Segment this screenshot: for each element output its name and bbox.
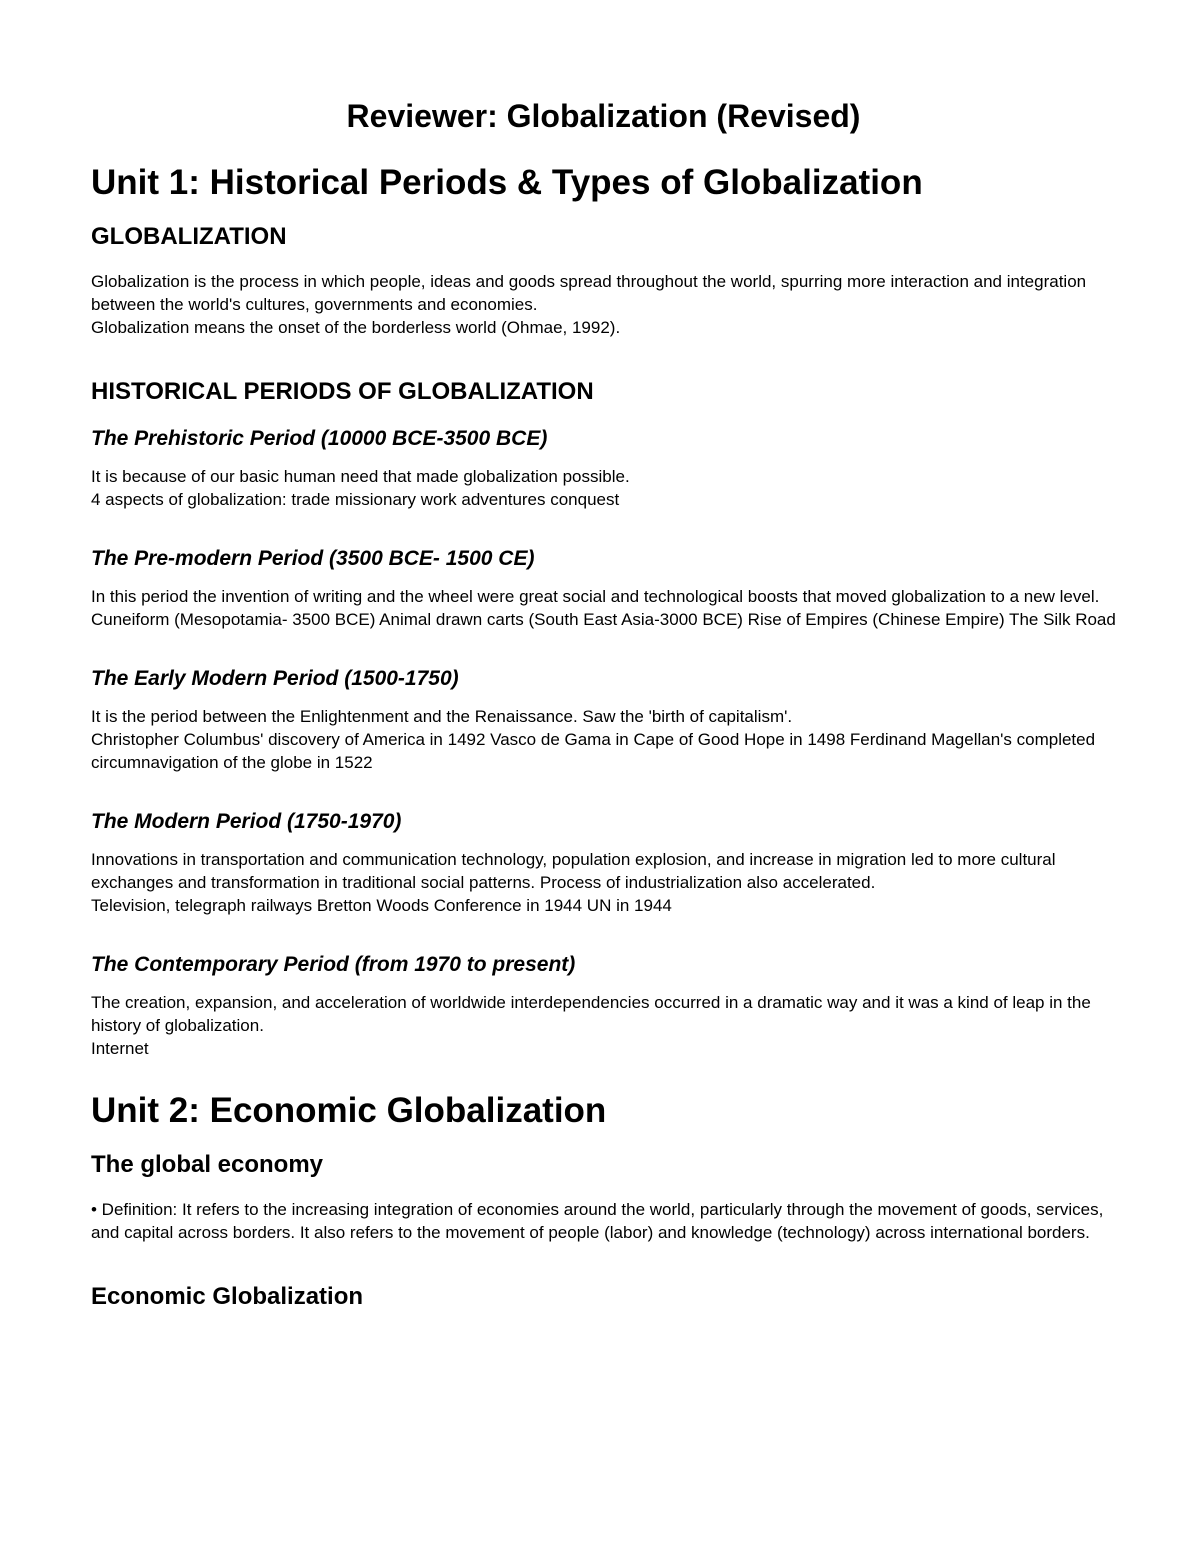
section-heading-economic-globalization: Economic Globalization [91,1283,364,1310]
global-economy-definition [91,1198,1116,1244]
period-heading-modern: The Modern Period (1750-1970) [91,810,402,833]
paragraph: Innovations in transportation and communication technology, population explosion, and increase in migration led to more cultural exchanges and transformation in traditional social patterns. Process of industrialization also accelerated. [91,850,1056,892]
period-heading-prehistoric: The Prehistoric Period (10000 BCE-3500 BCE) [91,427,548,450]
period-body-contemporary [91,991,1116,1060]
paragraph: It is the period between the Enlightenment and the Renaissance. Saw the 'birth of capitalism'. [91,707,793,726]
section-heading-global-economy: The global economy [91,1151,324,1178]
paragraph: • Definition: It refers to the increasing integration of economies around the world, particularly through the movement of goods, services, and capital across borders. It also refers to the movement of people (labor) and knowledge (technology) across international borders. [91,1200,1104,1242]
document-title: Reviewer: Globalization (Revised) [346,98,861,134]
unit-1-heading: Unit 1: Historical Periods & Types of Globalization [91,163,923,202]
globalization-definition [91,270,1116,339]
period-body-prehistoric [91,465,1116,511]
paragraph: Globalization is the process in which people, ideas and goods spread throughout the world, spurring more interaction and integration between the world's cultures, governments and economies. [91,272,1087,314]
paragraph: Globalization means the onset of the borderless world (Ohmae, 1992). [91,318,621,337]
paragraph: The creation, expansion, and acceleration of worldwide interdependencies occurred in a dramatic way and it was a kind of leap in the history of globalization. [91,993,1091,1035]
period-heading-contemporary: The Contemporary Period (from 1970 to present) [91,953,576,976]
period-body-early-modern [91,705,1116,774]
period-heading-early-modern: The Early Modern Period (1500-1750) [91,667,459,690]
paragraph: 4 aspects of globalization: trade missionary work adventures conquest [91,490,620,509]
paragraph: In this period the invention of writing and the wheel were great social and technological boosts that moved globalization to a new level. [91,587,1100,606]
paragraph: It is because of our basic human need that made globalization possible. [91,467,630,486]
paragraph: Christopher Columbus' discovery of America in 1492 Vasco de Gama in Cape of Good Hope in 1498 Ferdinand Magellan's completed circumnavigation of the globe in 1522 [91,730,1096,772]
period-heading-pre-modern: The Pre-modern Period (3500 BCE- 1500 CE) [91,547,535,570]
period-body-pre-modern [91,585,1116,631]
section-heading-globalization: GLOBALIZATION [91,223,287,250]
period-body-modern [91,848,1116,917]
paragraph: Cuneiform (Mesopotamia- 3500 BCE) Animal drawn carts (South East Asia-3000 BCE) Rise of Empires (Chinese Empire) The Silk Road [91,610,1116,629]
paragraph: Television, telegraph railways Bretton Woods Conference in 1944 UN in 1944 [91,896,672,915]
paragraph: Internet [91,1039,149,1058]
document-body [91,96,1116,1330]
unit-2-heading: Unit 2: Economic Globalization [91,1091,607,1130]
section-heading-historical-periods: HISTORICAL PERIODS OF GLOBALIZATION [91,378,594,405]
